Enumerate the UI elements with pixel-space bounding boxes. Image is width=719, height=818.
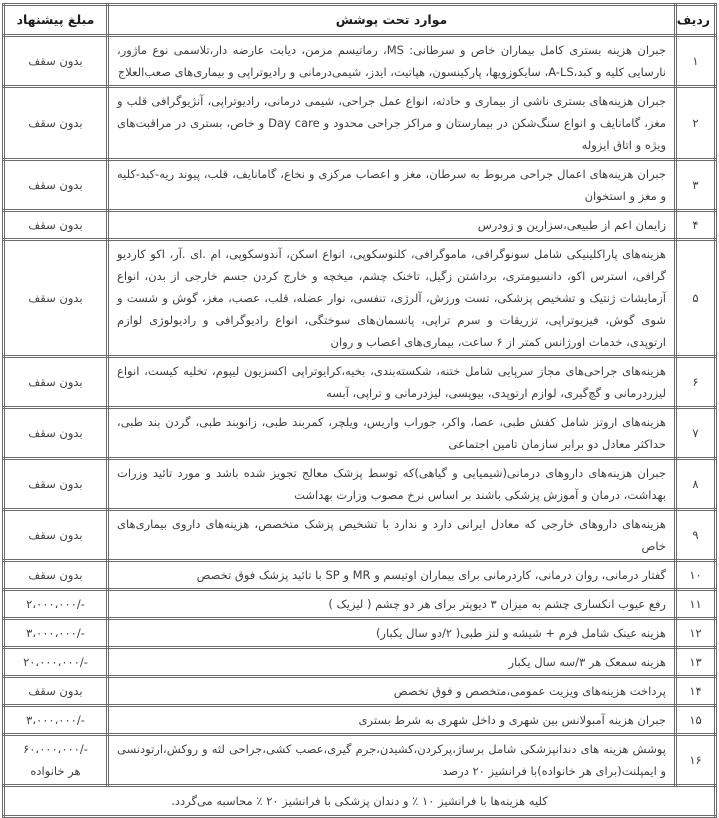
table-row [4,619,716,648]
amount-cell [4,735,108,786]
amount-cell [4,561,108,590]
amount-value: بدون سقف [28,684,83,698]
table-row [4,211,716,240]
table-row [4,735,716,786]
amount-value: بدون سقف [28,568,83,582]
amount-value: بدون سقف [28,528,83,542]
amount-value: بدون سقف [28,477,83,491]
header-coverage: موارد تحت پوشش [108,5,676,36]
row-number-cell: ۱۴ [676,677,716,706]
header-row-number: ردیف [676,5,716,36]
amount-value: ۲۰،۰۰۰،۰۰۰/- [23,655,88,669]
amount-cell [4,240,108,357]
row-number-cell: ۱۵ [676,706,716,735]
franchise-note: کلیه هزینه‌ها با فرانشیز ۱۰ ٪ و دندان پزشکی با فرانشیز ۲۰ ٪ محاسبه می‌گردد. [4,786,716,817]
amount-cell [4,590,108,619]
amount-value: بدون سقف [28,426,83,440]
table-row [4,459,716,510]
row-number-cell: ۹ [676,510,716,561]
amount-cell [4,408,108,459]
amount-note: هر خانواده [30,764,81,778]
coverage-cell: رفع عیوب انکساری چشم به میزان ۳ دیوپتر برای هر دو چشم ( لیزیک ) [108,590,676,619]
coverage-cell: هزینه‌های داروهای خارجی که معادل ایرانی دارد و ندارد با تشخیص پزشک متخصص، هزینه‌های داروی بیماری‌های خاص [108,510,676,561]
row-number-cell: ۷ [676,408,716,459]
amount-cell [4,619,108,648]
table-row [4,36,716,87]
amount-cell [4,357,108,408]
coverage-cell: هزینه‌های اروتز شامل کفش طبی، عصا، واکر، جوراب واریس، ویلچر، کمربند طبی، زانوبند طبی، گردن بند طبی، حداکثر معادل دو برابر سازمان تامین اجتماعی [108,408,676,459]
table-row [4,590,716,619]
amount-cell [4,211,108,240]
row-number-cell: ۱۳ [676,648,716,677]
coverage-cell: جبران هزینه آمبولانس بین شهری و داخل شهری به شرط بستری [108,706,676,735]
table-row [4,87,716,160]
amount-cell [4,677,108,706]
amount-value: ۳،۰۰۰،۰۰۰/- [26,626,85,640]
coverage-cell: پرداخت هزینه‌های ویزیت عمومی،متخصص و فوق تخصص [108,677,676,706]
header-row [4,5,716,36]
amount-cell [4,459,108,510]
row-number-cell: ۱۲ [676,619,716,648]
amount-value: بدون سقف [28,116,83,130]
table-row [4,408,716,459]
table-row [4,648,716,677]
coverage-cell: هزینه سمعک هر ۳/سه سال یکبار [108,648,676,677]
row-number-cell: ۱۶ [676,735,716,786]
table-row [4,561,716,590]
row-number-cell: ۵ [676,240,716,357]
table-row [4,160,716,211]
amount-value: ۳،۰۰۰،۰۰۰/- [26,713,85,727]
coverage-table [2,3,717,818]
row-number-cell: ۶ [676,357,716,408]
header-amount: مبلغ پیشنهاد [4,5,108,36]
row-number-cell: ۱۱ [676,590,716,619]
amount-value: بدون سقف [28,218,83,232]
coverage-cell: جبران هزینه‌های بستری ناشی از بیماری و حادثه، انواع عمل جراحی، شیمی درمانی، رادیوتراپی، آنژیوگرافی قلب و مغز، گامانایف و انواع سنگ‌شکن در بیمارستان و مراکز جراحی محدود و Day care و خاص، بستری در مراقبت‌های ویژه و اتاق ایزوله [108,87,676,160]
row-number-cell: ۱۰ [676,561,716,590]
row-number-cell: ۱ [676,36,716,87]
footer-row [4,786,716,817]
row-number-cell: ۸ [676,459,716,510]
amount-value: بدون سقف [28,291,83,305]
coverage-cell: هزینه‌های پاراکلینیکی شامل سونوگرافی، ماموگرافی، کلنوسکوپی، انواع اسکن، آندوسکوپی، ام .ای .آر، اکو کاردیو گرافی، استرس اکو، دانسیومتری، برداشتن زگیل، تاخنک چشم، میخچه و خارج کردن جسم خارجی از بدن، انواع آزمایشات ژنتیک و تشخیص پزشکی، تست ورزش، آلرژی، تنفسی، نوار عضله، قلب، عصب، مغز، گوش و شست و شوی گوش، فیزیوتراپی، تزریقات و سرم تراپی، پانسمان‌های سوختگی، انواع رادیوگرافی و رادیولوژی لوازم ارتوپدی، خدمات اورژانس کمتر از ۶ ساعت، بیماری‌های اعصاب و روان [108,240,676,357]
amount-value: بدون سقف [28,375,83,389]
coverage-cell: زایمان اعم از طبیعی،سزارین و زودرس [108,211,676,240]
amount-value: ۶۰،۰۰۰،۰۰۰/- [23,742,88,756]
amount-value: ۲،۰۰۰،۰۰۰/- [26,597,85,611]
coverage-cell: گفتار درمانی، روان درمانی، کاردرمانی برای بیماران اوتیسم و MR و SP با تائید پزشک فوق تخصص [108,561,676,590]
amount-cell [4,160,108,211]
amount-cell [4,706,108,735]
coverage-cell: پوشش هزینه های دندانپزشکی شامل برساژ،پرکردن،کشیدن،جرم گیری،عصب کشی،جراحی لثه و روکش،ارتودنسی و ایمپلنت(برای هر خانواده)با فرانشیز ۲۰ درصد [108,735,676,786]
row-number-cell: ۳ [676,160,716,211]
row-number-cell: ۲ [676,87,716,160]
coverage-cell: هزینه عینک شامل فرم + شیشه و لنز طبی( ۲/دو سال یکبار) [108,619,676,648]
table-row [4,510,716,561]
coverage-cell: جبران هزینه‌های اعمال جراحی مربوط به سرطان، مغز و اعصاب مرکزی و نخاع، گامانایف، قلب، پیوند ریه-کبد-کلیه و مغز و استخوان [108,160,676,211]
amount-value: بدون سقف [28,54,83,68]
amount-value: بدون سقف [28,178,83,192]
table-row [4,357,716,408]
coverage-cell: هزینه‌های جراحی‌های مجاز سرپایی شامل ختنه، شکسته‌بندی، بخیه،کرایوتراپی اکسزیون لیپوم، تخلیه کیست، انواع لیزردرمانی و گچ‌گیری، لوازم ارتوپدی، بیوپسی، لیزدرمانی و تراپی، آبسه [108,357,676,408]
table-row [4,240,716,357]
amount-cell [4,510,108,561]
amount-cell [4,87,108,160]
amount-cell [4,648,108,677]
coverage-cell: جبران هزینه‌های داروهای درمانی(شیمیایی و گیاهی)که توسط پزشک معالج تجویز شده باشد و مورد تائید وزرات بهداشت، درمان و آموزش پزشکی باشند بر اساس نرخ مصوب وزارت بهداشت [108,459,676,510]
table-row [4,677,716,706]
amount-cell [4,36,108,87]
row-number-cell: ۴ [676,211,716,240]
table-row [4,706,716,735]
coverage-cell: جبران هزینه بستری کامل بیماران خاص و سرطانی: MS، رماتیسم مزمن، دیابت عارضه دار،تلاسمی نوع ماژور، نارسایی کلیه و کبد،A-LS، سایکوزویها، پارکینسون، هپاتیت، ایدز، شیمی‌درمانی و رادیوتراپی و بیماری‌های صعب‌العلاج [108,36,676,87]
